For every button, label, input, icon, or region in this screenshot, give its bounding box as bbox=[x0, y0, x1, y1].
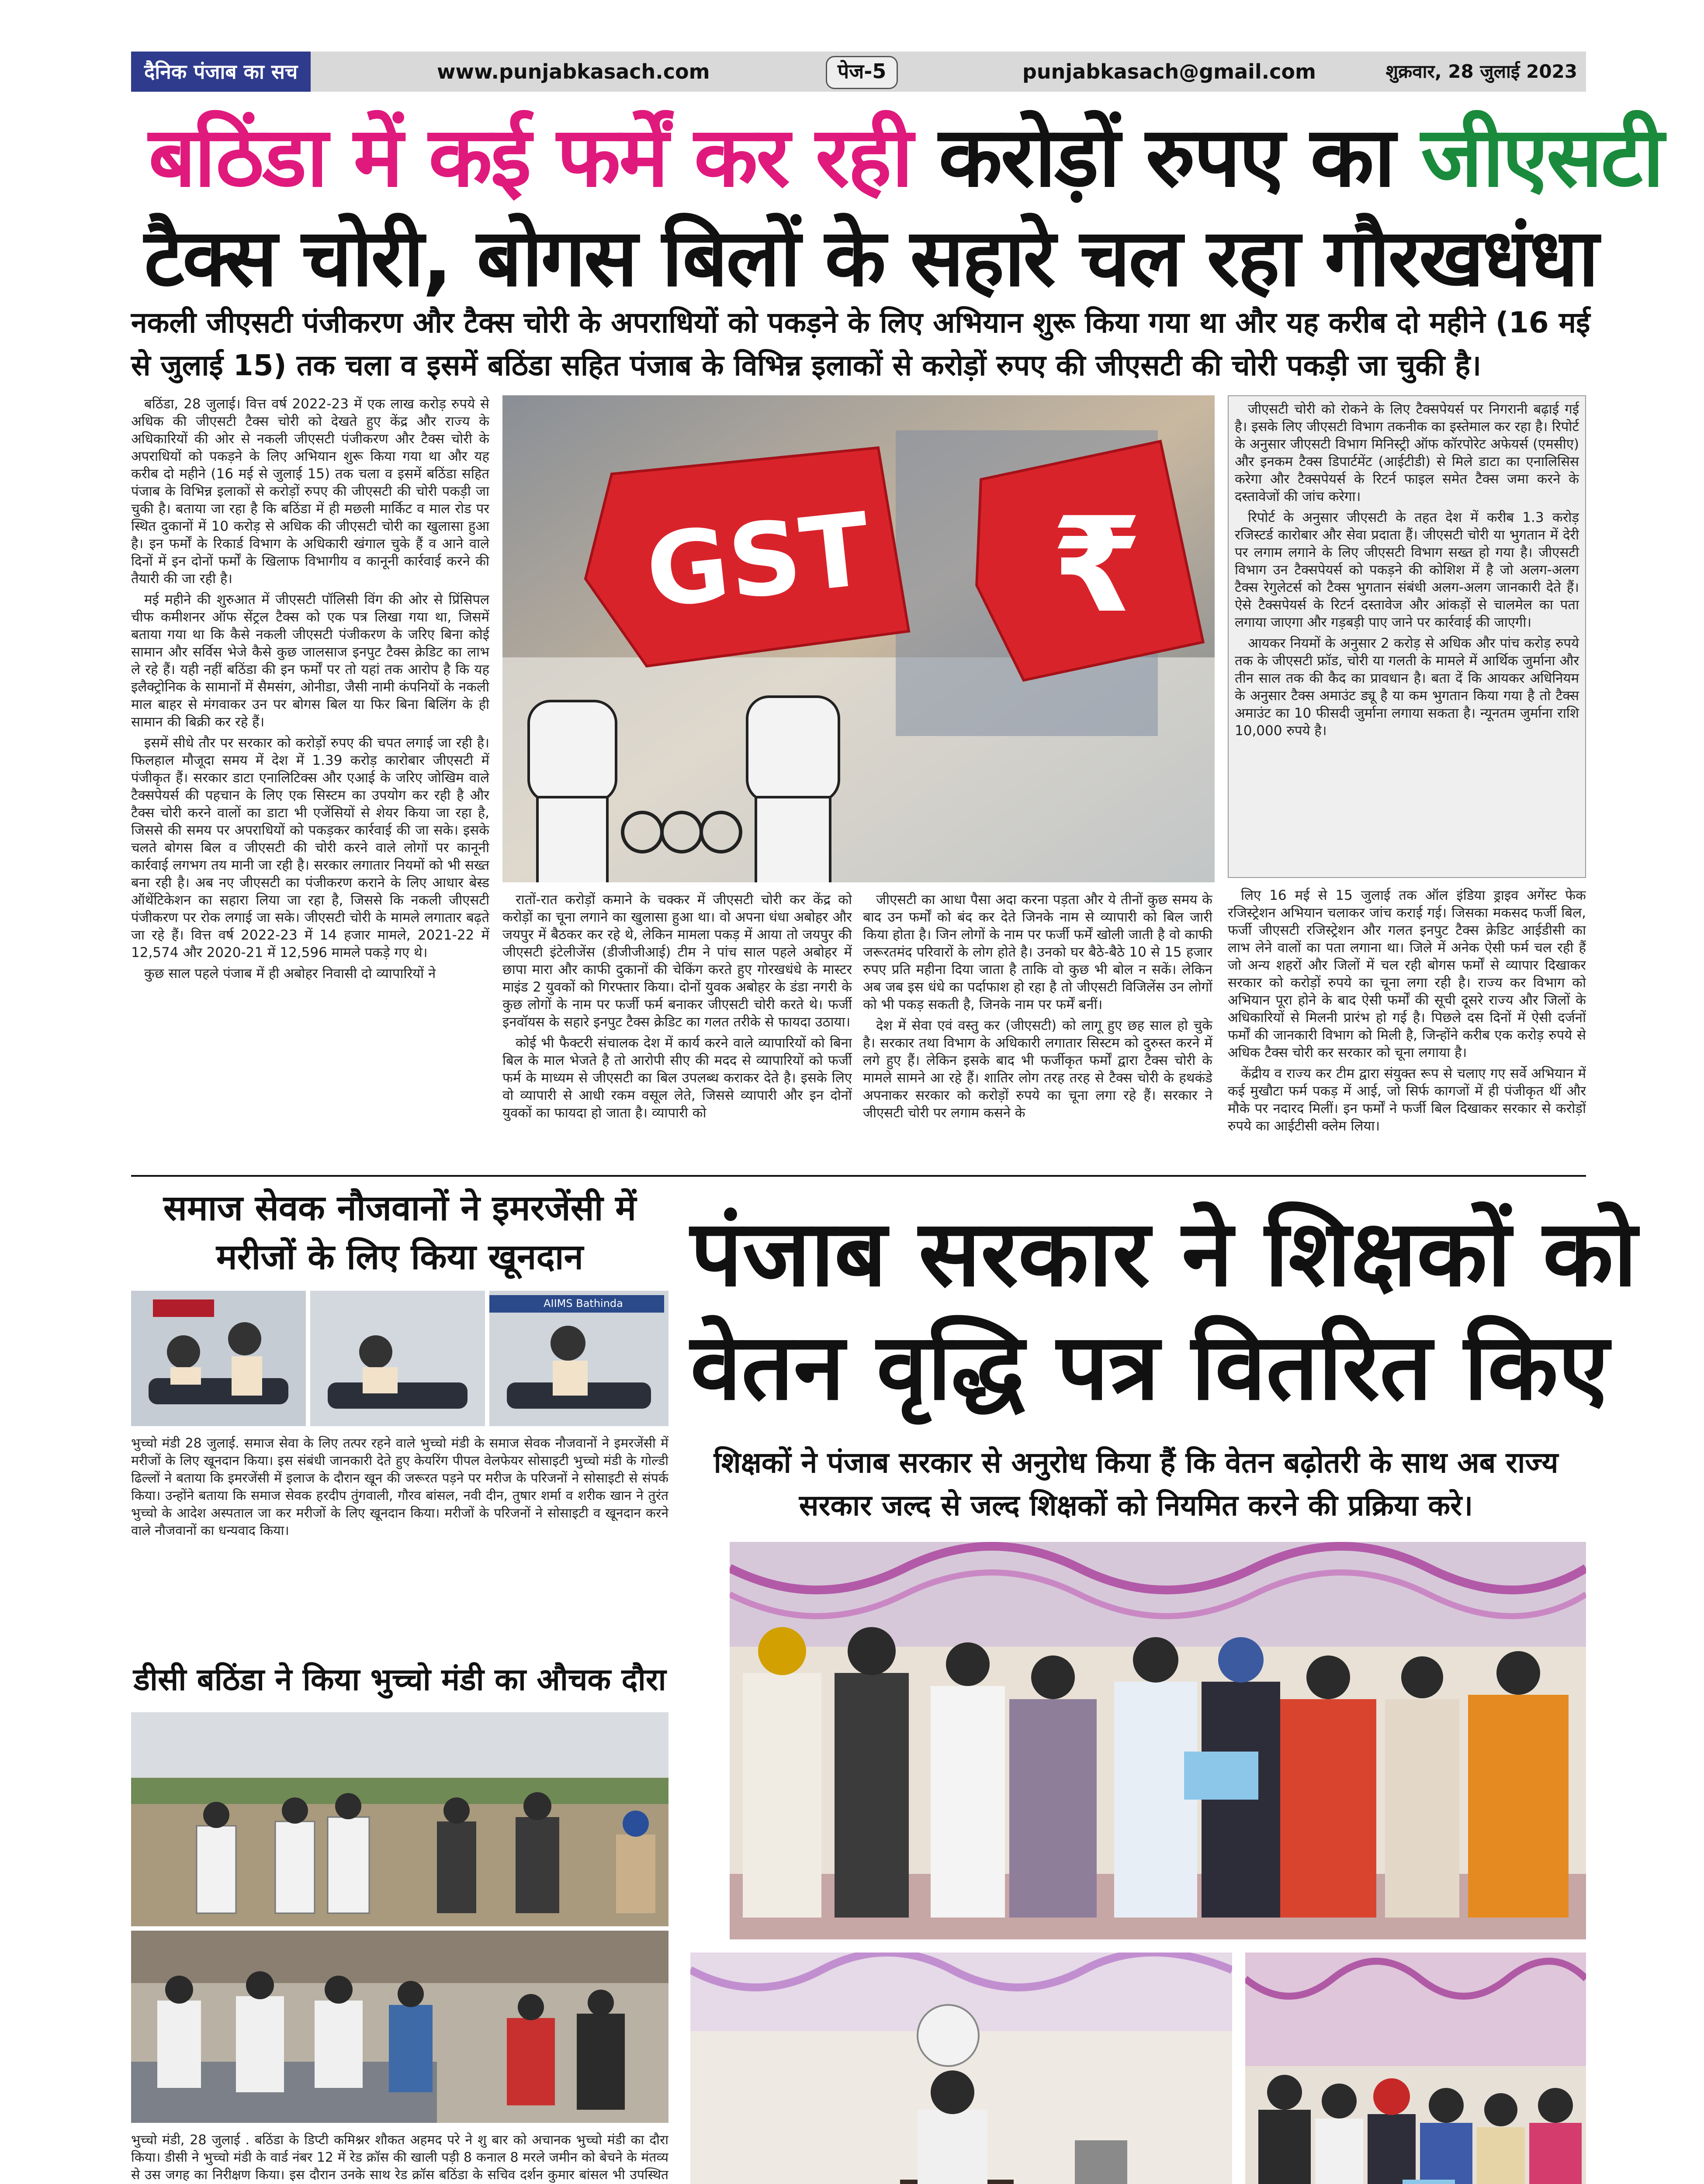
paragraph: लिए 16 मई से 15 जुलाई तक ऑल इंडिया ड्राइव अगेंस्ट फेक रजिस्ट्रेशन अभियान चलाकर जांच कराई गई। जिसका मकसद फर्जी बिल, फर्जी जीएसटी रजिस्ट्रेशन और गलत इनपुट टैक्स क्रेडिट आईडीसी का लाभ लेने वालों का पता लगाना था। जिले में अनेक ऐसी फर्म चल रही हैं जो अन्य शहरों और जिलों में चल रही बोगस फर्मों से व्यापार दिखाकर सरकार को करोड़ों रुपये का चूना लगा रही है। राज्य कर विभाग को अभियान पूरा होने के बाद ऐसी फर्मों की सूची दूसरे राज्य और जिलों के अधिकारियों से मिलनी प्रारंभ हो गई है। पिछले दस दिनों में ऐसी दर्जनों फर्मों की जानकारी विभाग को मिली है, जिन्होंने करीब एक करोड़ रुपये से अधिक टैक्स चोरी कर सरकार को चूना लगाया है। bbox=[1228, 888, 1586, 1061]
paragraph: आयकर नियमों के अनुसार 2 करोड़ से अधिक और पांच करोड़ रुपये तक के जीएसटी फ्रॉड, चोरी या गलती के मामले में आर्थिक जुर्माना और तीन साल तक की कैद का प्रावधान है। बता दें कि आयकर अधिनियम के अनुसार टैक्स अमाउंट ड्यू है या कम भुगतान किया गया है तो टैक्स अमाउंट का 10 फीसदी जुर्माना लगाया सकता है। न्यूनतम जुर्माना राशि 10,000 रुपये है। bbox=[1235, 636, 1579, 739]
paragraph: रिपोर्ट के अनुसार जीएसटी के तहत देश में करीब 1.3 करोड़ रजिस्टर्ड कारोबार और सेवा प्रदाता हैं। जीएसटी चोरी या भुगतान में देरी पर लगाम लगाने के लिए जीएसटी विभाग सख्त हो गया है। जीएसटी विभाग उन टैक्सपेयर्स को पकड़ने की कोशिश में है जो अलग-अलग टैक्स रेगुलेटर्स को टैक्स भुगतान संबंधी अलग-अलग जानकारी देते हैं। ऐसे टैक्सपेयर्स के रिटर्न दस्तावेज और आंकड़ों से चालमेल का पता लगाया जाएगा और गड़बड़ी पाए जाने पर कार्रवाई की जाएगी। bbox=[1235, 510, 1579, 630]
headline-black: करोड़ों रुपए का bbox=[939, 109, 1394, 205]
teachers-deck: शिक्षकों ने पंजाब सरकार से अनुरोध किया हैं कि वेतन बढ़ोतरी के साथ अब राज्य सरकार जल्द से जल्द शिक्षकों को नियमित करने की प्रक्रिया करे। bbox=[713, 1446, 1559, 1522]
masthead-bar bbox=[131, 52, 1586, 92]
dc-visit-headline: डीसी बठिंडा ने किया भुच्चो मंडी का औचक दौरा bbox=[133, 1662, 666, 1697]
page-number: पेज-5 bbox=[826, 56, 898, 89]
dc-visit-photo-field bbox=[131, 1712, 668, 1926]
gst-photo bbox=[502, 395, 1215, 882]
lead-headline-line1 bbox=[149, 109, 1662, 205]
paragraph: केंद्रीय व राज्य कर टीम द्वारा संयुक्त रूप से चलाए गए सर्वे अभियान में कई मुखौटा फर्म पकड़ में आई, जो सिर्फ कागजों में ही पंजीकृत थीं और मौके पर नदारद मिलीं। इन फर्मों ने फर्जी बिल दिखाकर सरकार से करोड़ों रुपये का आईटीसी क्लेम लिया। bbox=[1228, 1066, 1586, 1134]
paragraph: जीएसटी चोरी को रोकने के लिए टैक्सपेयर्स पर निगरानी बढ़ाई गई है। इसके लिए जीएसटी विभाग तकनीक का इस्तेमाल कर रहा है। रिपोर्ट के अनुसार जीएसटी विभाग मिनिस्ट्री ऑफ कॉरपोरेट अफेयर्स (एमसीए) और इनकम टैक्स डिपार्टमेंट (आईटीडी) से मिले डाटा का एनालिसिस करेगा और टैक्सपेयर्स के रिटर्न फाइल समेत टैक्स जमा करने के दस्तावेजों की जांच करेगा। bbox=[1235, 401, 1579, 505]
blood-donation-photo bbox=[131, 1291, 668, 1426]
paragraph: कुछ साल पहले पंजाब में ही अबोहर निवासी दो व्यापारियों ने bbox=[144, 966, 436, 981]
lead-headline-line2: टैक्स चोरी, बोगस बिलों के सहारे चल रहा गौरखधंधा bbox=[144, 211, 1597, 304]
teachers-main-photo bbox=[730, 1542, 1586, 1939]
paragraph: रातों-रात करोड़ों कमाने के चक्कर में जीएसटी चोरी कर केंद्र को करोड़ों का चूना लगाने का खुलासा हुआ था। वो अपना धंधा अबोहर और जयपुर में बैठकर कर रहे थे, लेकिन मामला पकड़ में आया तो जयपुर की जीएसटी इंटेलीजेंस (डीजीजीआई) टीम ने पांच साल पहले अबोहर में छापा मारा और काफी दुकानों की चेकिंग करते हुए गोरखधंधे के मास्टर माइंड 2 युवकों को गिरफ्तार किया। दोनों युवक अबोहर के डंडा नगरी के कुछ लोगों के नाम पर फर्जी फर्म बनाकर जीएसटी चोरी करते थे। फर्जी इनवॉयस के सहारे इनपुट टैक्स क्रेडिट का गलत तरीके से फायदा उठाया। bbox=[502, 892, 852, 1030]
paragraph: बठिंडा, 28 जुलाई। वित्त वर्ष 2022-23 में एक लाख करोड़ रुपये से अधिक की जीएसटी टैक्स चोरी को देखते हुए केंद्र और राज्य के अधिकारियों की ओर से नकली जीएसटी पंजीकरण और टैक्स चोरी के अपराधियों को पकड़ने के लिए अभियान शुरू किया गया था और यह करीब दो महीने (16 मई से जुलाई 15) तक चला व इसमें बठिंडा सहित पंजाब के विभिन्न इलाकों से करोड़ों रुपए की जीएसटी की चोरी पकड़ी जा चुकी है। बताया जा रहा है कि बठिंडा में ही मछली मार्किट व माल रोड पर स्थित दुकानों में 10 करोड़ से अधिक की जीएसटी चोरी का खुलासा हुआ है। इन फर्मों के रिकार्ड विभाग के अधिकारी खंगाल चुके हैं व आने वाले दिनों में इन दोनों फर्मों के खिलाफ विभागीय व कानूनी कार्रवाई करने की तैयारी की जा रही है। bbox=[131, 396, 489, 587]
dc-visit-photo-office bbox=[131, 1931, 668, 2123]
lead-column-3 bbox=[863, 891, 1212, 1164]
headline-magenta: बठिंडा में कई फर्में कर रही bbox=[149, 109, 912, 205]
lead-sidebar-box bbox=[1228, 395, 1586, 878]
blood-donation-caption: भुच्चो मंडी 28 जुलाई. समाज सेवा के लिए तत्पर रहने वाले भुच्चो मंडी के समाज सेवक नौजवानों ने इमरजेंसी में मरीजों के लिए खूनदान किया। इस संबंधी जानकारी देते हुए केयरिंग पीपल वेलफेयर सोसाइटी भुच्चो मंडी के गोल्डी ढिल्लों ने बताया कि इमरजेंसी में इलाज के दौरान खून की जरूरत पड़ने पर मरीज के परिजनों ने सोसाइटी से संपर्क किया। उन्होंने बताया कि समाज सेवक हरदीप तुंगवाली, गौरव बांसल, नवी दीन, तुषार शर्मा व शरीक खान ने तुरंत भुच्चो के आदेश अस्पताल जा कर मरीजों के लिए खूनदान किया। मरीजों के परिजनों ने सोसाइटी व खूनदान करने वाले नौजवानों का धन्यवाद किया। bbox=[131, 1436, 668, 1538]
website-link[interactable]: www.punjabkasach.com bbox=[437, 60, 710, 83]
paragraph: जीएसटी का आधा पैसा अदा करना पड़ता और ये तीनों कुछ समय के बाद उन फर्मों को बंद कर देते जिनके नाम से व्यापारी को बिल जारी किया होता है। जिन लोगों के नाम पर फर्जी फर्में खोली जाती है वो काफी जरूरतमंद परिवारों के लोग होते है। उनको घर बैठे-बैठे 10 से 15 हजार रुपए प्रति महीना दिया जाता है ताकि वो कुछ भी बोल न सकें। लेकिन अब जब इस धंधे का पर्दाफाश हो रहा है तो जीएसटी विजिलेंस उन लोगों को भी पकड़ सकती है, जिनके नाम पर फर्में बनीं। bbox=[863, 892, 1212, 1013]
email-link[interactable]: punjabkasach@gmail.com bbox=[1022, 60, 1316, 83]
headline-green: जीएसटी bbox=[1421, 109, 1662, 205]
lead-column-2 bbox=[502, 891, 852, 1164]
lead-deck: नकली जीएसटी पंजीकरण और टैक्स चोरी के अपराधियों को पकड़ने के लिए अभियान शुरू किया गया था और यह करीब दो महीने (16 मई से जुलाई 15) तक चला व इसमें बठिंडा सहित पंजाब के विभिन्न इलाकों से करोड़ों रुपए की जीएसटी की चोरी पकड़ी जा चुकी है। bbox=[131, 306, 1590, 382]
blood-donation-headline: समाज सेवक नौजवानों ने इमरजेंसी में मरीजों के लिए किया खूनदान bbox=[163, 1188, 637, 1277]
paragraph: मई महीने की शुरुआत में जीएसटी पॉलिसी विंग की ओर से प्रिंसिपल चीफ कमीशनर ऑफ सेंट्रल टैक्स को एक पत्र लिखा गया था, जिसमें बताया गया था कि कैसे नकली जीएसटी पंजीकरण के जरिए बिना कोई सामान और सर्विस भेजे कैसे कुछ जालसाज इनपुट टैक्स क्रेडिट का लाभ ले रहे हैं। यही नहीं बठिंडा की इन फर्मों पर तो यहां तक आरोप है कि यह इलैक्ट्रोनिक के सामानों में सैमसंग, ओनीडा, जैसी नामी कंपनियों के नकली माल बाहर से मंगवाकर उन पर बोगस बिल या फिर बिना बिलिंग के ही सामान की बिक्री कर रहे हैं। bbox=[131, 592, 489, 730]
paragraph: कोई भी फैक्टरी संचालक देश में कार्य करने वाले व्यापारियों को बिना बिल के माल भेजते है तो आरोपी सीए की मदद से व्यापारियों को फर्जी फर्म के माध्यम से जीएसटी का बिल उपलब्ध कराकर देते है। इसके लिए वो व्यापारी से आधी रकम वसूल लेते, जिससे व्यापारी और इन दोनों युवकों का फायदा हो जाता है। व्यापारी को bbox=[502, 1035, 852, 1121]
hospital-sign: AIIMS Bathinda bbox=[544, 1297, 623, 1310]
paragraph: देश में सेवा एवं वस्तु कर (जीएसटी) को लागू हुए छह साल हो चुके है। सरकार तथा विभाग के अधिकारी लगातार सिस्टम को दुरुस्त करने में लगे हुए हैं। लेकिन इसके बाद भी फर्जीकृत फर्मों द्वारा टैक्स चोरी के मामले सामने आ रहे हैं। शातिर लोग तरह तरह से टैक्स चोरी के हथकंडे अपनाकर सरकार को करोड़ों रुपये का चूना लगा रहे हैं। सरकार ने जीएसटी चोरी पर लगाम कसने के bbox=[863, 1018, 1212, 1121]
paper-name: दैनिक पंजाब का सच bbox=[131, 52, 311, 92]
section-divider bbox=[131, 1175, 1586, 1177]
teachers-headline-line1: पंजाब सरकार ने शिक्षकों को bbox=[690, 1200, 1637, 1307]
teachers-headline-line2: वेतन वृद्धि पत्र वितरित किए bbox=[690, 1313, 1609, 1420]
teachers-group-photo bbox=[1245, 1952, 1586, 2184]
lead-column-1 bbox=[131, 395, 489, 1164]
lead-column-4 bbox=[1228, 887, 1586, 1164]
paragraph: इसमें सीधे तौर पर सरकार को करोड़ों रुपए की चपत लगाई जा रही है। फिलहाल मौजूदा समय में देश में 1.39 करोड़ कारोबार जीएसटी में पंजीकृत हैं। सरकार डाटा एनालिटिक्स और एआई के जरिए जोखिम वाले टैक्सपेयर्स की पहचान के लिए एक सिस्टम का उपयोग कर रही है और टैक्स चोरी करने वालों का डाटा भी एजेंसियों से शेयर किया जा रहा है, जिससे की समय पर अपराधियों को पकड़कर कार्रवाई की जा सके। इसके चलते बोगस बिल व जीएसटी की चोरी करने वाले लोगों पर कानूनी कार्रवाई लगभग तय मानी जा रही है। सरकार लगातार नियमों को भी सख्त बना रही है। अब नए जीएसटी का पंजीकरण कराने के लिए आधार बेस्ड ऑथेंटिकेशन का सहारा लिया जा रहा है, जिससे कि नकली जीएसटी पंजीकरण पर रोक लगाई जा सके। जीएसटी चोरी के मामले लगातार बढ़ते जा रहे हैं। वित्त वर्ष 2022-23 में 14 हजार मामले, 2021-22 में 12,574 और 2020-21 में 12,596 मामले पकड़े गए थे। bbox=[131, 735, 489, 961]
dc-visit-caption: भुच्चो मंडी, 28 जुलाई . बठिंडा के डिप्टी कमिश्नर शौकत अहमद परे ने शु बार को अचानक भुच्चो मंडी का दौरा किया। डीसी ने भुच्चो मंडी के वार्ड नंबर 12 में रेड क्रॉस की खाली पड़ी 8 कनाल 8 मरले जमीन को बेचने के मंतव्य से उस जगह का निरीक्षण किया। इस दौरान उनके साथ रेड क्रॉस बठिंडा के सचिव दर्शन कुमार बांसल भी उपस्थित bbox=[131, 2132, 668, 2183]
rupee-symbol: ₹ bbox=[1051, 489, 1143, 642]
issue-date: शुक्रवार, 28 जुलाई 2023 bbox=[1385, 61, 1577, 82]
teachers-speaker-photo bbox=[690, 1952, 1232, 2184]
gst-tag-text: GST bbox=[641, 491, 876, 631]
